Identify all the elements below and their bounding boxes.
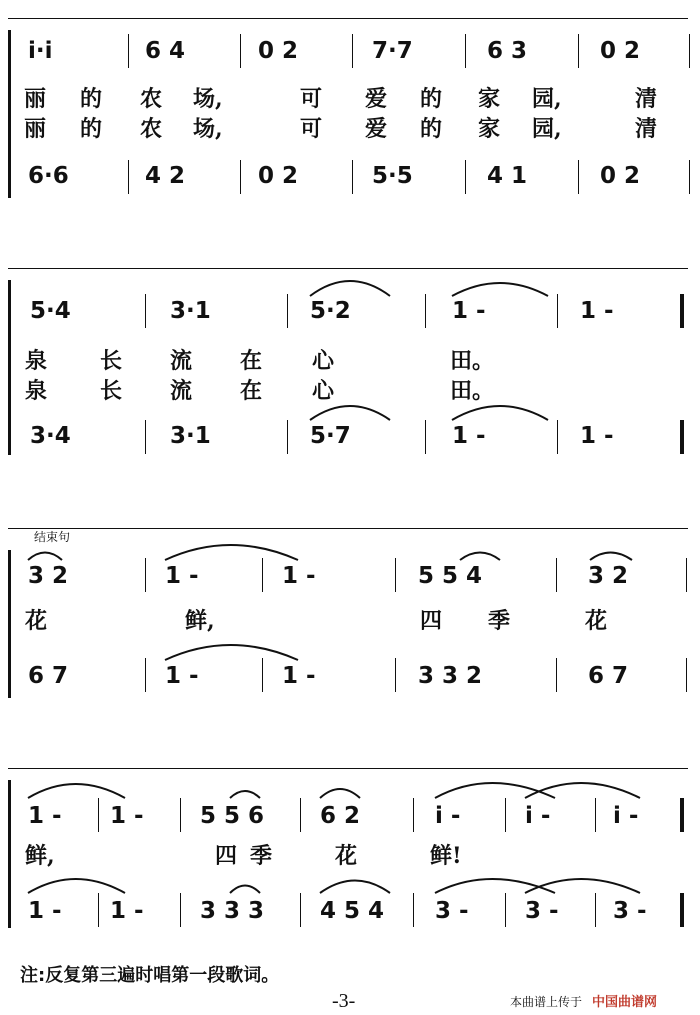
system-top-rule — [8, 268, 688, 269]
note-group: 1 - — [580, 423, 614, 449]
note-group: 6 3 — [487, 38, 528, 64]
lyric: 四 — [215, 843, 238, 869]
lyric: 花 — [25, 608, 48, 634]
note-group: 3·1 — [170, 423, 211, 449]
note-group: i - — [613, 803, 639, 829]
barline — [145, 558, 146, 592]
lyric: 家 — [478, 116, 501, 142]
lyric: 场, — [193, 86, 223, 112]
lyric: 丽 — [24, 116, 47, 142]
system-bracket — [8, 30, 11, 198]
barline — [595, 798, 596, 832]
lyric: 泉 — [25, 348, 48, 374]
barline — [557, 420, 558, 454]
barline — [413, 798, 414, 832]
note-group: 3 - — [435, 898, 469, 924]
lyric: 园, — [532, 86, 562, 112]
barline — [395, 558, 396, 592]
lyric: 可 — [300, 116, 323, 142]
note-group: 6 4 — [145, 38, 186, 64]
note-group: 3·4 — [30, 423, 71, 449]
barline — [578, 34, 579, 68]
note-group: i·i — [28, 38, 53, 64]
final-barline — [680, 893, 684, 927]
note-group: 1 - — [165, 663, 199, 689]
lyric: 在 — [240, 378, 263, 404]
system-bracket — [8, 280, 11, 455]
barline — [180, 893, 181, 927]
note-group: 0 2 — [258, 38, 299, 64]
note-group: 3 2 — [28, 563, 69, 589]
page-number: -3- — [332, 990, 356, 1012]
lyric: 季 — [250, 843, 273, 869]
lyric: 丽 — [24, 86, 47, 112]
note-group: 1 - — [110, 898, 144, 924]
barline — [465, 34, 466, 68]
barline — [557, 294, 558, 328]
lyric: 在 — [240, 348, 263, 374]
lyric: 的 — [420, 116, 443, 142]
note-group: 7·7 — [372, 38, 413, 64]
lyric: 心 — [312, 378, 335, 404]
barline — [287, 420, 288, 454]
lyric: 家 — [478, 86, 501, 112]
upload-credit: 本曲谱上传于 — [510, 995, 583, 1009]
lyric: 鲜! — [430, 843, 462, 869]
note-group: 3·1 — [170, 298, 211, 324]
note-group: 6 7 — [28, 663, 69, 689]
note-group: i - — [435, 803, 461, 829]
repeat-barline — [680, 294, 684, 328]
footnote: 注:反复第三遍时唱第一段歌词。 — [20, 965, 280, 986]
barline — [262, 558, 263, 592]
note-group: 1 - — [452, 298, 486, 324]
note-group: 5·7 — [310, 423, 351, 449]
note-group: 1 - — [28, 898, 62, 924]
note-group: 5·2 — [310, 298, 351, 324]
lyric: 田。 — [450, 378, 495, 404]
note-group: 5 5 4 — [418, 563, 483, 589]
barline — [128, 34, 129, 68]
lyric: 的 — [80, 116, 103, 142]
note-group: 4 5 4 — [320, 898, 385, 924]
lyric: 农 — [140, 116, 163, 142]
barline — [262, 658, 263, 692]
system-bracket — [8, 780, 11, 928]
barline — [240, 34, 241, 68]
barline — [395, 658, 396, 692]
note-group: 3 - — [613, 898, 647, 924]
barline — [686, 658, 687, 692]
ending-label: 结束句 — [34, 530, 71, 544]
system-top-rule — [8, 528, 688, 529]
repeat-barline — [680, 420, 684, 454]
note-group: i - — [525, 803, 551, 829]
note-group: 3 3 2 — [418, 663, 483, 689]
barline — [300, 798, 301, 832]
barline — [595, 893, 596, 927]
lyric: 长 — [100, 348, 123, 374]
barline — [556, 558, 557, 592]
lyric: 园, — [532, 116, 562, 142]
note-group: 3 - — [525, 898, 559, 924]
lyric: 的 — [420, 86, 443, 112]
note-group: 4 2 — [145, 163, 186, 189]
lyric: 可 — [300, 86, 323, 112]
lyric: 花 — [585, 608, 608, 634]
note-group: 0 2 — [258, 163, 299, 189]
lyric: 场, — [193, 116, 223, 142]
note-group: 0 2 — [600, 163, 641, 189]
lyric: 的 — [80, 86, 103, 112]
note-group: 3 3 3 — [200, 898, 265, 924]
lyric: 田。 — [450, 348, 495, 374]
barline — [689, 160, 690, 194]
barline — [505, 798, 506, 832]
lyric: 清 — [635, 86, 658, 112]
note-group: 6 2 — [320, 803, 361, 829]
note-group: 1 - — [28, 803, 62, 829]
barline — [505, 893, 506, 927]
barline — [425, 420, 426, 454]
lyric: 爱 — [365, 86, 388, 112]
lyric: 四 — [420, 608, 443, 634]
barline — [145, 294, 146, 328]
barline — [145, 658, 146, 692]
system-top-rule — [8, 768, 688, 769]
barline — [352, 160, 353, 194]
note-group: 1 - — [282, 663, 316, 689]
barline — [98, 798, 99, 832]
lyric: 泉 — [25, 378, 48, 404]
note-group: 1 - — [165, 563, 199, 589]
barline — [128, 160, 129, 194]
barline — [287, 294, 288, 328]
lyric: 爱 — [365, 116, 388, 142]
final-barline — [680, 798, 684, 832]
lyric: 清 — [635, 116, 658, 142]
note-group: 1 - — [282, 563, 316, 589]
note-group: 5·5 — [372, 163, 413, 189]
note-group: 6·6 — [28, 163, 69, 189]
barline — [300, 893, 301, 927]
system-top-rule — [8, 18, 688, 19]
lyric: 流 — [170, 378, 193, 404]
note-group: 0 2 — [600, 38, 641, 64]
lyric: 季 — [488, 608, 511, 634]
note-group: 1 - — [580, 298, 614, 324]
barline — [686, 558, 687, 592]
lyric: 长 — [100, 378, 123, 404]
note-group: 3 2 — [588, 563, 629, 589]
barline — [98, 893, 99, 927]
lyric: 流 — [170, 348, 193, 374]
barline — [180, 798, 181, 832]
lyric: 农 — [140, 86, 163, 112]
barline — [352, 34, 353, 68]
lyric: 心 — [312, 348, 335, 374]
lyric: 鲜, — [25, 843, 55, 869]
note-group: 1 - — [452, 423, 486, 449]
barline — [689, 34, 690, 68]
lyric: 花 — [335, 843, 358, 869]
barline — [413, 893, 414, 927]
note-group: 1 - — [110, 803, 144, 829]
barline — [556, 658, 557, 692]
barline — [578, 160, 579, 194]
note-group: 5 5 6 — [200, 803, 265, 829]
barline — [240, 160, 241, 194]
system-bracket — [8, 550, 11, 698]
note-group: 4 1 — [487, 163, 528, 189]
note-group: 5·4 — [30, 298, 71, 324]
site-brand: 中国曲谱网 — [592, 994, 658, 1009]
barline — [425, 294, 426, 328]
barline — [465, 160, 466, 194]
note-group: 6 7 — [588, 663, 629, 689]
lyric: 鲜, — [185, 608, 215, 634]
barline — [145, 420, 146, 454]
